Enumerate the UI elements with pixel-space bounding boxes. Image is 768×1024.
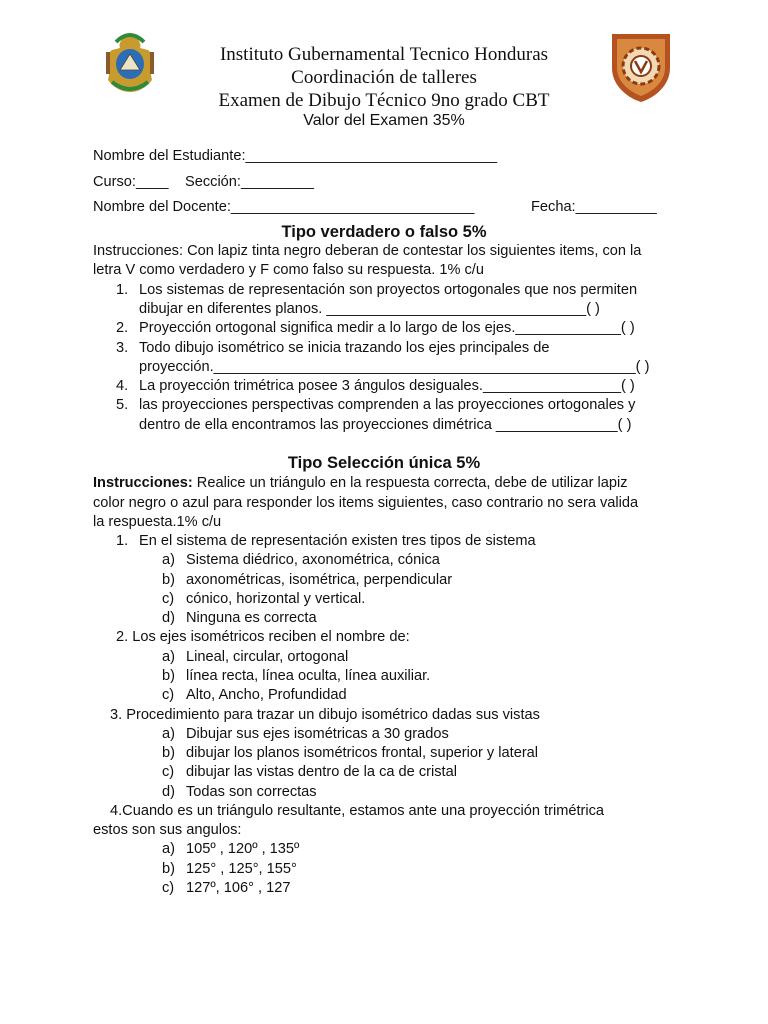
option-text: Ninguna es correcta [186, 610, 317, 626]
option-letter: a) [162, 726, 175, 742]
item-number: 2. [116, 320, 129, 336]
option-letter: a) [162, 552, 175, 568]
question-text: 2. Los ejes isométricos reciben el nombre de: [116, 629, 410, 645]
option-text: 127º, 106° , 127 [186, 880, 291, 896]
item-number: 5. [116, 397, 129, 413]
option-text: Sistema diédrico, axonométrica, cónica [186, 552, 440, 568]
section2-instructions-line3: la respuesta.1% c/u [93, 514, 222, 530]
course-field: Curso:____ [93, 174, 169, 190]
section1-title: Tipo verdadero o falso 5% [281, 223, 487, 241]
option-text: Alto, Ancho, Profundidad [186, 687, 347, 703]
section2-instructions-line2: color negro o azul para responder los items siguientes, caso contrario no sera valida [93, 495, 639, 511]
question-text: En el sistema de representación existen tres tipos de sistema [139, 533, 536, 549]
question-text: 3. Procedimiento para trazar un dibujo isométrico dadas sus vistas [110, 707, 540, 723]
option-text: Dibujar sus ejes isométricas a 30 grados [186, 726, 449, 742]
option-text: axonométricas, isométrica, perpendicular [186, 572, 453, 588]
option-letter: b) [162, 861, 175, 877]
section1-instructions-line1: Instrucciones: Con lapiz tinta negro deberan de contestar los siguientes items, con la [93, 243, 642, 259]
option-text: línea recta, línea oculta, línea auxiliar. [186, 668, 431, 684]
option-letter: b) [162, 745, 175, 761]
item-number: 4. [116, 378, 129, 394]
teacher-name-field: Nombre del Docente:______________________________ [93, 199, 475, 215]
option-text: dibujar las vistas dentro de la ca de cristal [186, 764, 457, 780]
option-text: 125° , 125°, 155° [186, 861, 297, 877]
option-letter: c) [162, 764, 175, 780]
option-letter: b) [162, 668, 175, 684]
option-letter: d) [162, 784, 175, 800]
item-text: Los sistemas de representación son proyectos ortogonales que nos permiten [139, 282, 638, 298]
student-name-field: Nombre del Estudiante:_______________________________ [93, 148, 498, 164]
item-text: dentro de ella encontramos las proyecciones dimétrica _______________( ) [139, 417, 632, 433]
option-letter: b) [162, 572, 175, 588]
section2-title: Tipo Selección única 5% [287, 454, 481, 472]
item-number: 1. [116, 282, 129, 298]
section2-instructions-line1: Instrucciones: Realice un triángulo en la respuesta correcta, debe de utilizar lapiz [93, 475, 628, 491]
question-number: 1. [116, 533, 129, 549]
option-letter: c) [162, 880, 175, 896]
item-text: La proyección trimétrica posee 3 ángulos desiguales._________________( ) [139, 378, 635, 394]
option-text: dibujar los planos isométricos frontal, superior y lateral [186, 745, 539, 761]
option-letter: a) [162, 649, 175, 665]
item-text: proyección.____________________________________________________( ) [139, 359, 650, 375]
option-letter: d) [162, 610, 175, 626]
question-text: estos son sus angulos: [93, 822, 242, 838]
option-letter: c) [162, 687, 175, 703]
option-letter: a) [162, 841, 175, 857]
exam-value: Valor del Examen 35% [303, 112, 465, 129]
option-text: cónico, horizontal y vertical. [186, 591, 366, 607]
exam-title: Examen de Dibujo Técnico 9no grado CBT [218, 90, 550, 111]
item-text: Proyección ortogonal significa medir a lo largo de los ejes._____________( ) [139, 320, 635, 336]
item-text: las proyecciones perspectivas comprenden a las proyecciones ortogonales y [139, 397, 636, 413]
section1-instructions-line2: letra V como verdadero y F como falso su respuesta. 1% c/u [93, 262, 484, 278]
option-letter: c) [162, 591, 175, 607]
item-number: 3. [116, 340, 129, 356]
item-text: dibujar en diferentes planos. ________________________________( ) [139, 301, 600, 317]
institute-name: Instituto Gubernamental Tecnico Honduras [219, 44, 549, 65]
date-field: Fecha:__________ [531, 199, 657, 215]
department-name: Coordinación de talleres [291, 67, 477, 88]
option-text: Todas son correctas [186, 784, 317, 800]
question-text: 4.Cuando es un triángulo resultante, estamos ante una proyección trimétrica [110, 803, 605, 819]
option-text: Lineal, circular, ortogonal [186, 649, 349, 665]
item-text: Todo dibujo isométrico se inicia trazando los ejes principales de [139, 340, 550, 356]
option-text: 105º , 120º , 135º [186, 841, 300, 857]
section-field: Sección:_________ [185, 174, 315, 190]
